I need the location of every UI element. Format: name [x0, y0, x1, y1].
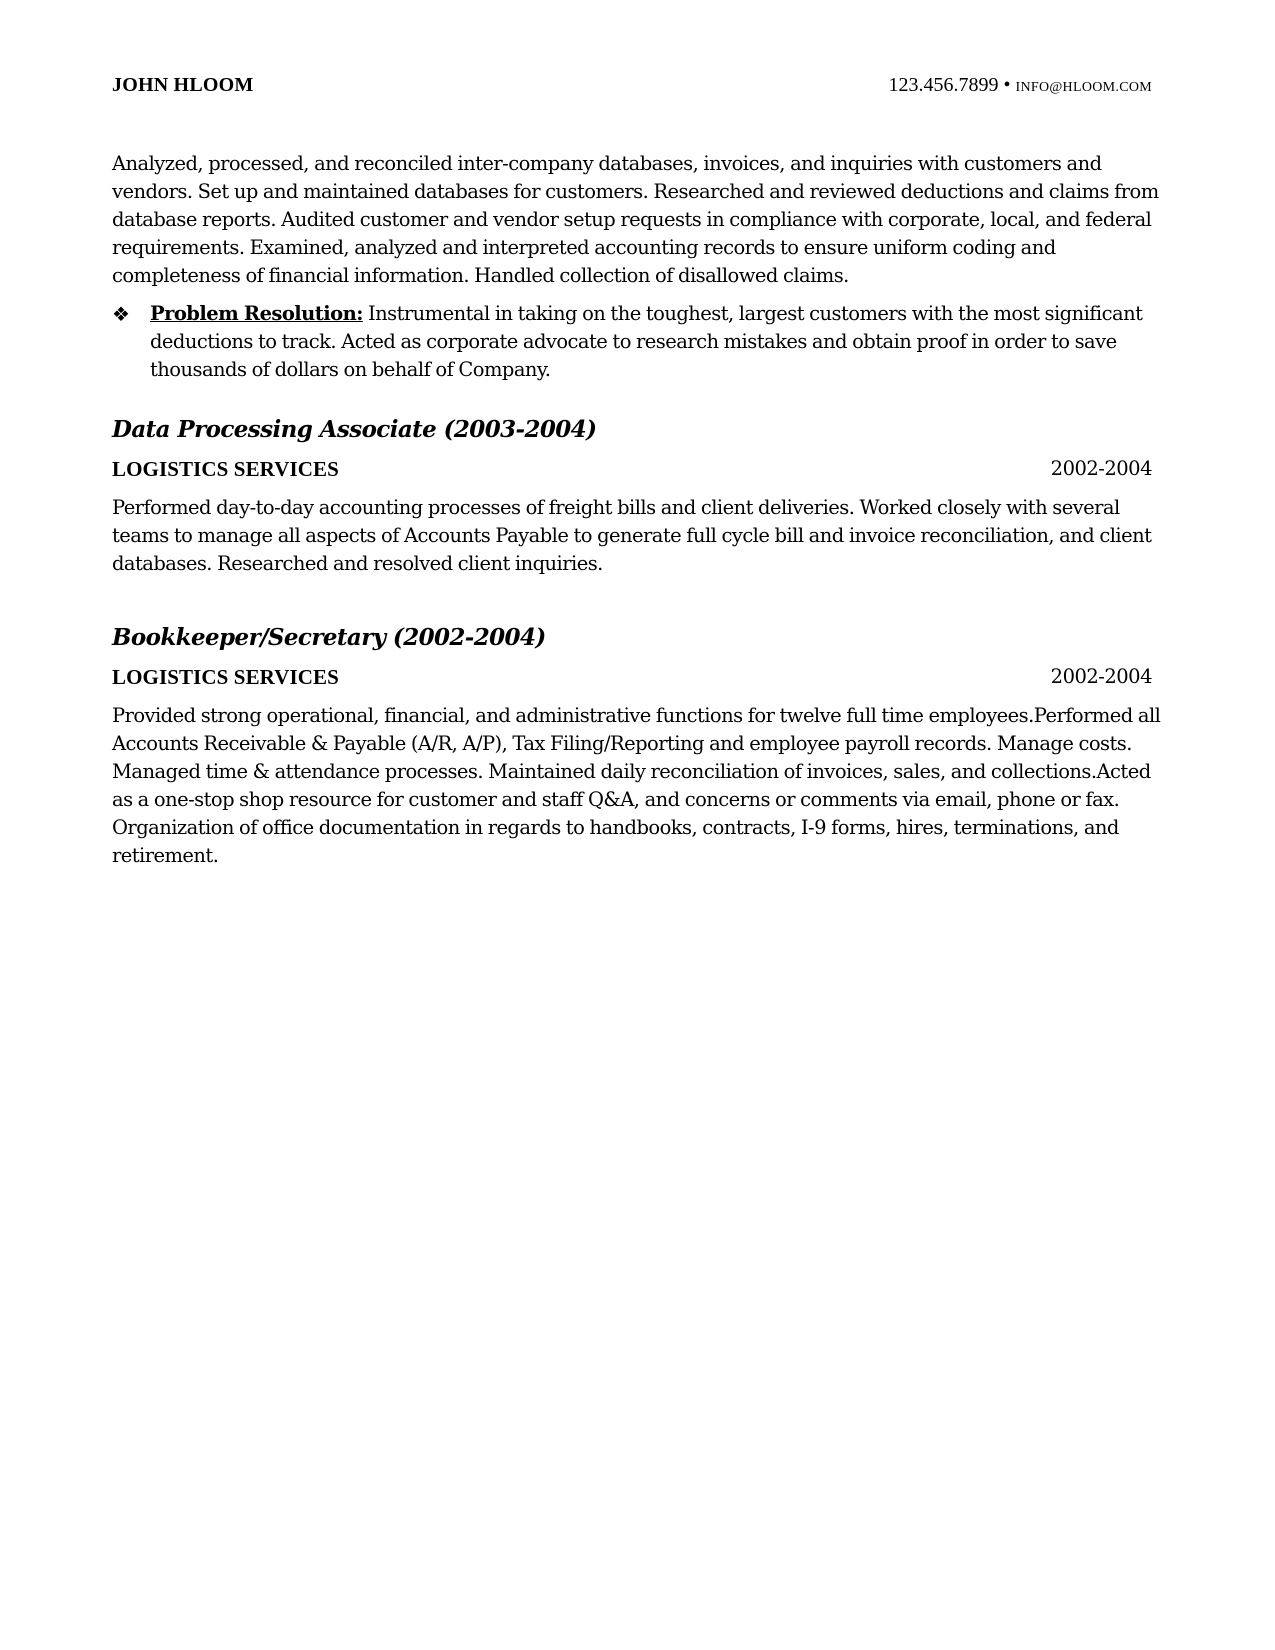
job-dates: 2002-2004	[1050, 665, 1152, 688]
contact-info	[888, 74, 1152, 97]
job-description: Performed day-to-day accounting processes of freight bills and client deliveries. Worked closely with several teams to manage all aspects of Accounts Payable to generate full cycle bill and invoice reconciliation, and client databases. Researched and resolved client inquiries.	[112, 496, 1152, 575]
resume-header	[112, 74, 1152, 104]
company-name: LOGISTICS SERVICES	[112, 457, 339, 481]
contact-separator: •	[1003, 74, 1011, 96]
job-company-row	[112, 457, 1152, 485]
candidate-name: JOHN HLOOM	[112, 74, 254, 96]
intro-paragraph: Analyzed, processed, and reconciled inter-company databases, invoices, and inquiries with customers and vendors. Set up and maintained databases for customers. Researched and reviewed deductions and claims from database reports. Audited customer and vendor setup requests in compliance with corporate, local, and federal requirements. Examined, analyzed and interpreted accounting records to ensure uniform coding and completeness of financial information. Handled collection of disallowed claims.	[112, 152, 1159, 287]
email-address: INFO@HLOOM.COM	[1015, 80, 1152, 95]
bullet-label: Problem Resolution:	[150, 302, 363, 325]
phone-number: 123.456.7899	[888, 74, 999, 96]
job-description: Provided strong operational, financial, and administrative functions for twelve full time employees.Performed all Accounts Receivable & Payable (A/R, A/P), Tax Filing/Reporting and employee payroll records. Manage costs. Managed time & attendance processes. Maintained daily reconciliation of invoices, sales, and collections.Acted as a one-stop shop resource for customer and staff Q&A, and concerns or comments via email, phone or fax. Organization of office documentation in regards to handbooks, contracts, I-9 forms, hires, terminations, and retirement.	[112, 704, 1161, 867]
job-company-row	[112, 665, 1152, 693]
bullet-body: Instrumental in taking on the toughest, largest customers with the most significant deductions to track. Acted as corporate advocate to research mistakes and obtain proof in order to save thousands of dollars on behalf of Company.	[150, 302, 1143, 381]
bullet-text	[150, 300, 1160, 384]
job-dates: 2002-2004	[1050, 457, 1152, 480]
diamond-bullet-icon: ❖	[112, 302, 130, 326]
company-name: LOGISTICS SERVICES	[112, 665, 339, 689]
job-title: Bookkeeper/Secretary (2002-2004)	[112, 624, 546, 651]
job-title: Data Processing Associate (2003-2004)	[112, 416, 597, 443]
